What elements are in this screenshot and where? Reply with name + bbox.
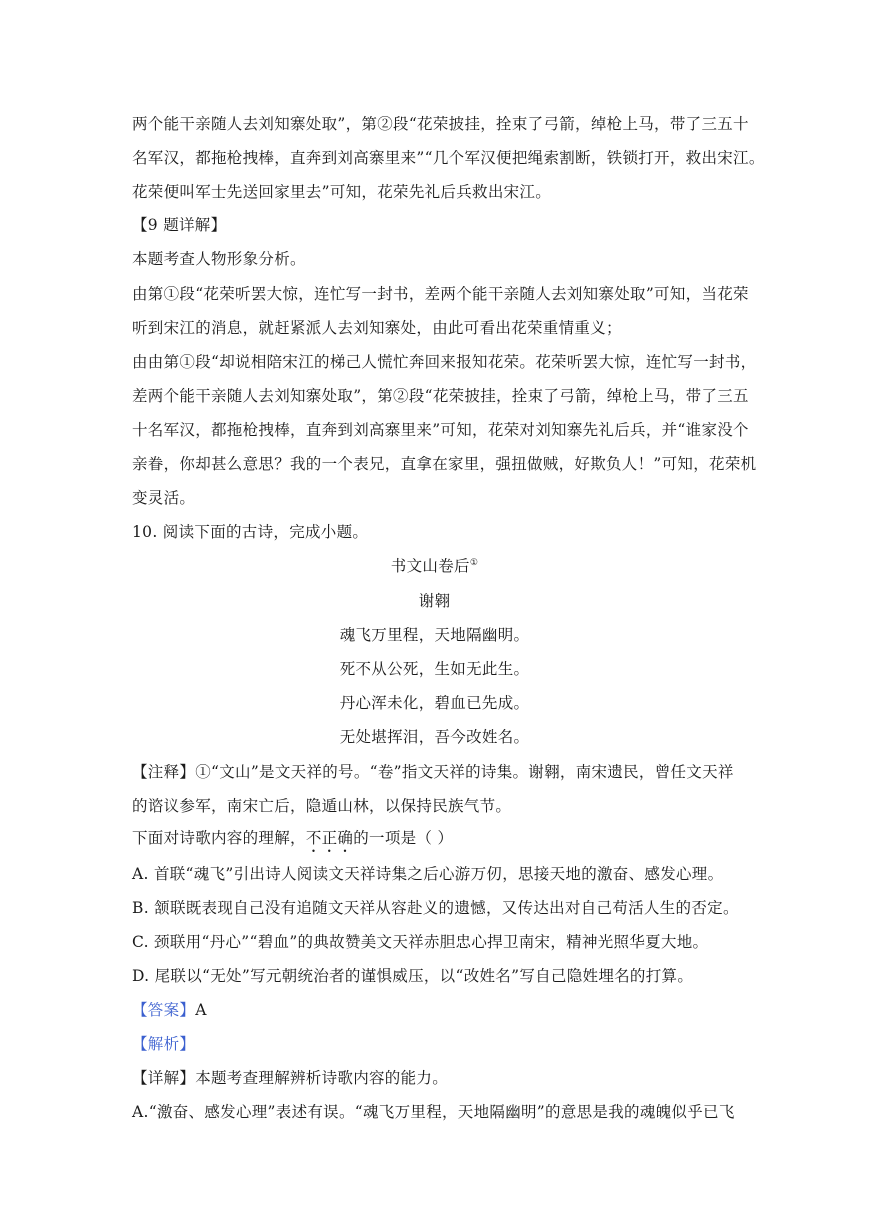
q9-paragraph-1-line-1: 由第①段“花荣听罢大惊，连忙写一封书，差两个能干亲随人去刘知寨处取”可知，当花荣 [132,285,749,303]
poem-author: 谢翱 [418,592,451,610]
answer-label: 【答案】 [132,1001,196,1019]
poem-line: 死不从公死，生如无此生。 [339,660,530,678]
detail-option-a: A.“激奋、感发心理”表述有误。“魂飞万里程，天地隔幽明”的意思是我的魂魄似乎已飞 [132,1103,735,1121]
question-stem-suffix: 的一项是（ ） [353,829,454,847]
answer-value: A [195,1001,207,1019]
question-number: 10. [132,523,158,541]
option-b: B. 颔联既表现自己没有追随文天祥从容赴义的遗憾，又传达出对自己苟活人生的否定。 [132,899,739,917]
detail-line: 【详解】本题考查理解辨析诗歌内容的能力。 [132,1069,449,1087]
option-c: C. 颈联用“丹心”“碧血”的典故赞美文天祥赤胆忠心捍卫南宋，精神光照华夏大地。 [132,933,709,951]
question-stem-emphasis: 不正确 [305,829,354,847]
answer-line [132,1000,207,1020]
answer-line-1: 两个能干亲随人去刘知寨处取”，第②段“花荣披挂，拴束了弓箭，绰枪上马，带了三五十 [132,115,749,133]
answer-line-3: 花荣便叫军士先送回家里去”可知，花荣先礼后兵救出宋江。 [132,183,552,201]
q9-paragraph-2-line-4: 亲眷，你却甚么意思？我的一个表兄，直拿在家里，强扭做贼，好欺负人！”可知，花荣机 [132,455,757,473]
question-stem [132,828,453,856]
q9-paragraph-2-line-5: 变灵活。 [132,489,196,507]
q9-paragraph-1-line-2: 听到宋江的消息，就赶紧派人去刘知寨处，由此可看出花荣重情重义； [132,319,622,337]
q9-paragraph-2-line-1: 由由第①段“却说相陪宋江的梯己人慌忙奔回来报知花荣。花荣听罢大惊，连忙写一封书， [132,353,757,371]
poem-line: 无处堪挥泪，吾今改姓名。 [339,728,530,746]
poem-line: 魂飞万里程，天地隔幽明。 [339,626,530,644]
analysis-label: 【解析】 [132,1035,196,1053]
poem-title [0,556,869,576]
note-line-2: 的谘议参军，南宋亡后，隐遁山林，以保持民族气节。 [132,797,512,815]
poem-line: 丹心浑未化，碧血已先成。 [339,694,530,712]
option-a: A. 首联“魂飞”引出诗人阅读文天祥诗集之后心游万仞，思接天地的激奋、感发心理。 [132,865,724,883]
answer-line-2: 名军汉，都拖枪拽棒，直奔到刘高寨里来”“几个军汉便把绳索割断，铁锁打开，救出宋江。 [132,149,765,167]
q9-paragraph-2-line-2: 差两个能干亲随人去刘知寨处取”，第②段“花荣披挂，拴束了弓箭，绰枪上马，带了三五 [132,387,749,405]
q9-topic: 本题考查人物形象分析。 [132,250,306,268]
poem-title-note-marker: ① [469,557,479,568]
question-instruction: 阅读下面的古诗，完成小题。 [162,523,369,541]
q10-instruction-line [132,522,368,542]
q9-paragraph-2-line-3: 十名军汉，都拖枪拽棒，直奔到刘高寨里来”可知，花荣对刘知寨先礼后兵，并“谁家没个 [132,421,749,439]
question-stem-prefix: 下面对诗歌内容的理解， [132,829,306,847]
note-line-1: 【注释】①“文山”是文天祥的号。“卷”指文天祥的诗集。谢翱，南宋遗民，曾任文天祥 [132,763,734,781]
poem-title-text: 书文山卷后 [390,557,470,575]
q9-heading: 【9 题详解】 [132,216,227,234]
option-d: D. 尾联以“无处”写元朝统治者的谨惧威压，以“改姓名”写自己隐姓埋名的打算。 [132,967,694,985]
